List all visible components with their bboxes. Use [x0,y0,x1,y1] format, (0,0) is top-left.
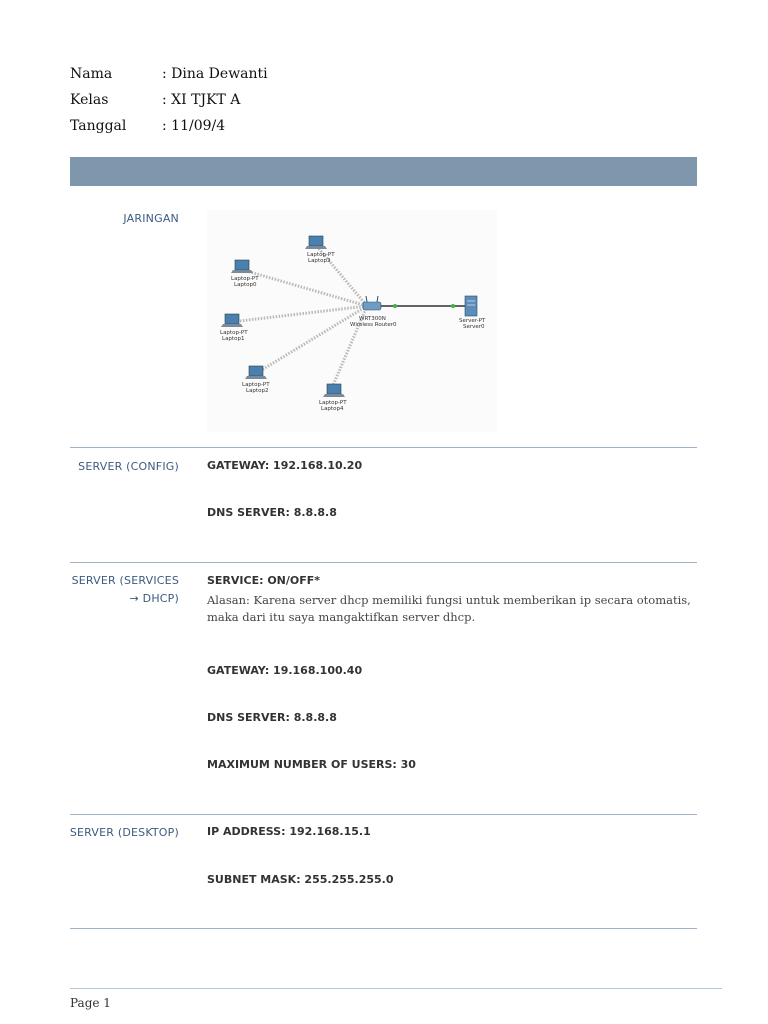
section-divider [70,814,697,815]
footer-divider [70,988,722,989]
laptop-icon [305,236,327,249]
link-status-dot [393,304,397,308]
services-dns: DNS SERVER: 8.8.8.8 [207,711,337,724]
laptop-icon [245,366,267,379]
device-name-label: Laptop0 [234,282,257,288]
section-label-jaringan: JARINGAN [123,212,179,225]
section-label-services: SERVER (SERVICES [71,574,179,587]
info-value: : Dina Dewanti [162,66,268,82]
desktop-subnet-mask: SUBNET MASK: 255.255.255.0 [207,873,394,886]
services-reason: Alasan: Karena server dhcp memiliki fungsi untuk memberikan ip secara otomatis, maka dari itu saya mangaktifkan server dhcp. [207,593,691,624]
title-banner [70,157,697,186]
device-name-label: Server0 [463,324,485,330]
device-name-label: Laptop1 [222,336,245,342]
services-max-users: MAXIMUM NUMBER OF USERS: 30 [207,758,416,771]
info-value: : XI TJKT A [162,92,241,108]
config-dns: DNS SERVER: 8.8.8.8 [207,506,337,519]
device-type-label: Laptop-PT [242,382,270,388]
section-divider [70,447,697,448]
laptop-icon [323,384,345,397]
config-gateway: GATEWAY: 192.168.10.20 [207,459,363,472]
page-number: Page 1 [70,996,111,1010]
device-type-label: Laptop-PT [307,252,335,258]
device-name-label: Laptop4 [321,406,344,412]
server-icon [465,296,477,316]
device-type-label: Server-PT [459,318,486,324]
network-diagram [207,210,497,432]
section-label-config: SERVER (CONFIG) [78,460,179,473]
info-label: Tanggal [70,118,127,134]
device-type-label: WRT300N [359,316,386,322]
laptop-icon [221,314,243,327]
section-divider [70,928,697,929]
services-service-status: SERVICE: ON/OFF* [207,574,321,587]
info-label: Nama [70,66,113,82]
desktop-ip-address: IP ADDRESS: 192.168.15.1 [207,825,371,838]
wireless-router-icon [363,296,381,310]
device-type-label: Laptop-PT [220,330,248,336]
info-value: : 11/09/4 [162,118,226,134]
network-diagram-svg [207,210,497,432]
device-name-label: Laptop2 [246,388,269,394]
services-gateway: GATEWAY: 19.168.100.40 [207,664,363,677]
section-divider [70,562,697,563]
device-type-label: Laptop-PT [319,400,347,406]
section-label-services-dhcp: → DHCP) [129,592,179,605]
device-name-label: Laptop3 [308,258,331,264]
section-label-desktop: SERVER (DESKTOP) [69,826,179,839]
laptop-icon [231,260,253,273]
info-label: Kelas [70,92,109,108]
device-type-label: Laptop-PT [231,276,259,282]
link-status-dot [451,304,455,308]
device-name-label: Wireless Router0 [350,322,397,328]
